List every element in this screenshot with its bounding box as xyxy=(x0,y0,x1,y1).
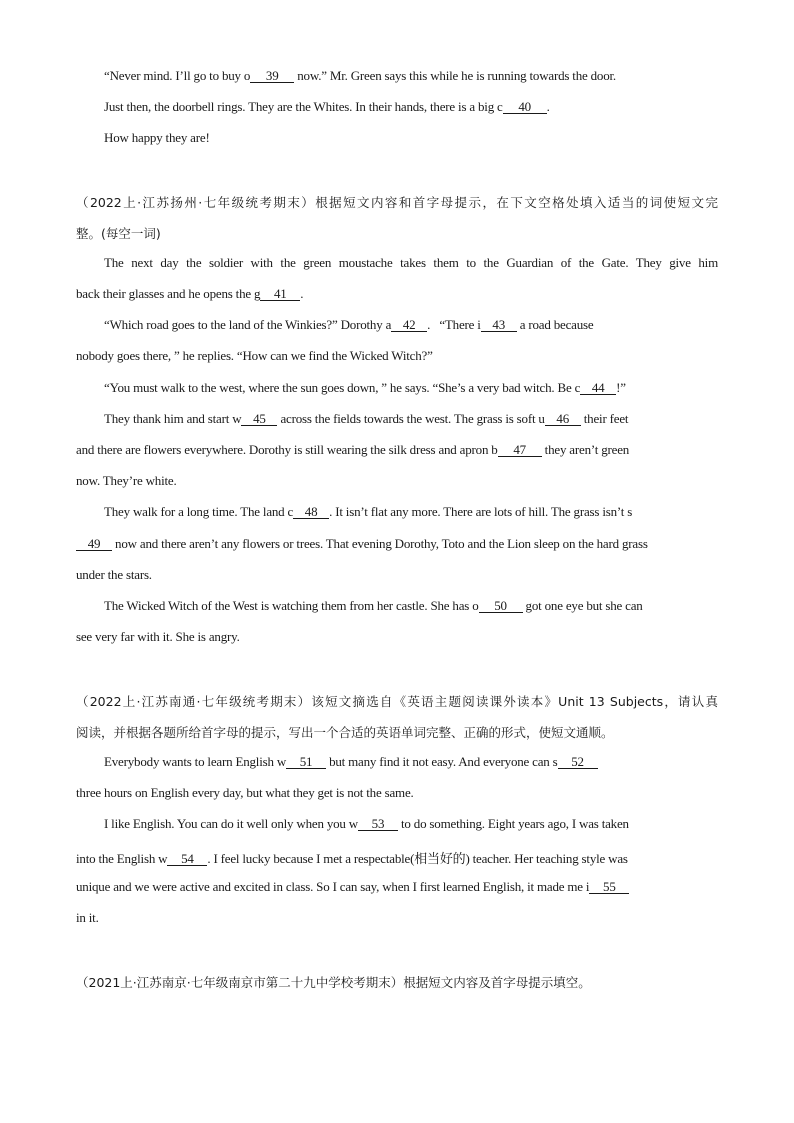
blank-39[interactable]: 39 xyxy=(250,69,294,83)
text-line: in it. xyxy=(76,910,99,925)
blank-48[interactable]: 48 xyxy=(293,505,329,519)
blank-52[interactable]: 52 xyxy=(558,755,598,769)
blank-44[interactable]: 44 xyxy=(580,381,616,395)
blank-43[interactable]: 43 xyxy=(481,318,517,332)
text-line: back their glasses and he opens the g 41 . xyxy=(76,286,304,301)
blank-55[interactable]: 55 xyxy=(589,880,629,894)
text-line: “Which road goes to the land of the Winkies?” Dorothy a 42 . “There i 43 a road because xyxy=(104,317,594,332)
section-header: （2021上·江苏南京·七年级南京市第二十九中学校考期末）根据短文内容及首字母提示填空。 xyxy=(76,975,591,990)
text-line: The Wicked Witch of the West is watching them from her castle. She has o 50 got one eye but she can xyxy=(104,598,643,613)
blank-40[interactable]: 40 xyxy=(503,100,547,114)
text-line: see very far with it. She is angry. xyxy=(76,629,240,644)
section-header: （2022上·江苏扬州·七年级统考期末）根据短文内容和首字母提示，在下文空格处填入适当的词使短文完 xyxy=(76,195,718,210)
text-line: How happy they are! xyxy=(104,130,210,145)
text-line: three hours on English every day, but what they get is not the same. xyxy=(76,785,414,800)
section-header: 整。(每空一词) xyxy=(76,226,161,241)
text-line: and there are flowers everywhere. Dorothy is still wearing the silk dress and apron b 47 they aren’t green xyxy=(76,442,630,457)
blank-54[interactable]: 54 xyxy=(167,852,207,866)
blank-51[interactable]: 51 xyxy=(286,755,326,769)
text-line: They thank him and start w 45 across the fields towards the west. The grass is soft u 46 their feet xyxy=(104,411,629,426)
text-line: The next day the soldier with the green moustache takes them to the Guardian of the Gate. They give him xyxy=(104,255,718,270)
text-line: Everybody wants to learn English w 51 but many find it not easy. And everyone can s 52 xyxy=(104,754,598,770)
section-header: （2022上·江苏南通·七年级统考期末）该短文摘选自《英语主题阅读课外读本》Unit 13 Subjects，请认真 xyxy=(76,694,718,709)
text-line: into the English w 54 . I feel lucky because I met a respectable(相当好的) teacher. Her teaching style was xyxy=(76,851,628,866)
text-line: under the stars. xyxy=(76,567,152,582)
blank-45[interactable]: 45 xyxy=(241,412,277,426)
blank-53[interactable]: 53 xyxy=(358,817,398,831)
blank-42[interactable]: 42 xyxy=(391,318,427,332)
text-line: unique and we were active and excited in class. So I can say, when I first learned English, it made me i 55 xyxy=(76,879,629,895)
blank-46[interactable]: 46 xyxy=(545,412,581,426)
text-line: They walk for a long time. The land c 48 . It isn’t flat any more. There are lots of hill. The grass isn’t s xyxy=(104,504,633,519)
section-header: 阅读，并根据各题所给首字母的提示，写出一个合适的英语单词完整、正确的形式，使短文通顺。 xyxy=(76,725,614,740)
text-line: Just then, the doorbell rings. They are the Whites. In their hands, there is a big c 40 . xyxy=(104,99,550,114)
text-line: nobody goes there, ” he replies. “How can we find the Wicked Witch?” xyxy=(76,348,433,363)
text-line: I like English. You can do it well only when you w 53 to do something. Eight years ago, I was taken xyxy=(104,816,629,831)
text-line: “You must walk to the west, where the sun goes down, ” he says. “She’s a very bad witch. Be c 44 !” xyxy=(104,380,626,395)
blank-47[interactable]: 47 xyxy=(498,443,542,457)
text-line: 49 now and there aren’t any flowers or trees. That evening Dorothy, Toto and the Lion sleep on the hard grass xyxy=(76,536,648,552)
blank-41[interactable]: 41 xyxy=(260,287,300,301)
blank-49[interactable]: 49 xyxy=(76,537,112,551)
text-line: “Never mind. I’ll go to buy o 39 now.” Mr. Green says this while he is running towards the door. xyxy=(104,68,616,83)
blank-50[interactable]: 50 xyxy=(479,599,523,613)
text-line: now. They’re white. xyxy=(76,473,177,488)
